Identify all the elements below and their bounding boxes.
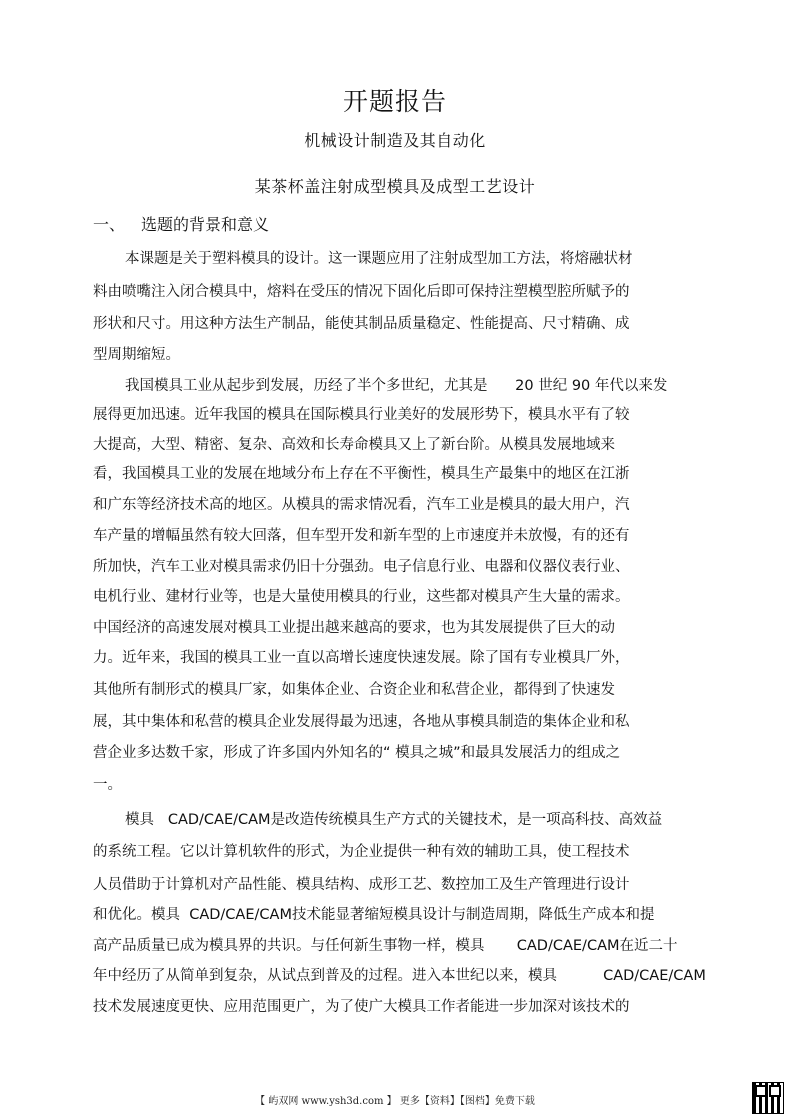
body-text-line: 展，其中集体和私营的模具企业发展得最为迅速，各地从事模具制造的集体企业和私 [93, 714, 630, 730]
body-text-line: 看，我国模具工业的发展在地域分布上存在不平衡性，模具生产最集中的地区在江浙 [93, 466, 630, 482]
topic-title: 某茶杯盖注射成型模具及成型工艺设计 [254, 177, 536, 196]
body-text-line: 模具 CAD/CAE/CAM是改造传统模具生产方式的关键技术，是一项高科技、高效益 [125, 812, 663, 828]
download-footer: 【 屿双网 www.ysh3d.com 】 更多【资料】【图档】免费下载 [255, 1096, 535, 1107]
body-text-line: 和优化。模具 CAD/CAE/CAM技术能显著缩短模具设计与制造周期，降低生产成本和提 [93, 907, 655, 923]
body-text-line: 高产品质量已成为模具界的共识。与任何新生事物一样，模具 CAD/CAE/CAM在近二十 [93, 938, 678, 954]
body-text-line: 的系统工程。它以计算机软件的形式，为企业提供一种有效的辅助工具，使工程技术 [93, 844, 630, 860]
body-text-line: 车产量的增幅虽然有较大回落，但车型开发和新车型的上市速度并未放慢，有的还有 [93, 528, 630, 544]
body-text-line: 中国经济的高速发展对模具工业提出越来越高的要求，也为其发展提供了巨大的动 [93, 620, 615, 636]
body-text-line: 本课题是关于塑料模具的设计。这一课题应用了注射成型加工方法，将熔融状材 [125, 251, 633, 267]
section-title: 选题的背景和意义 [141, 215, 270, 234]
body-text-line: 技术发展速度更快、应用范围更广，为了使广大模具工作者能进一步加深对该技术的 [93, 999, 630, 1015]
body-text-line: 所加快，汽车工业对模具需求仍旧十分强劲。电子信息行业、电器和仪器仪表行业、 [93, 559, 630, 575]
body-text-line: 人员借助于计算机对产品性能、模具结构、成形工艺、数控加工及生产管理进行设计 [93, 877, 630, 893]
major-name: 机械设计制造及其自动化 [304, 131, 486, 150]
body-text-line: 营企业多达数千家，形成了许多国内外知名的“ 模具之城”和最具发展活力的组成之 [93, 745, 621, 761]
body-text-line: 我国模具工业从起步到发展，历经了半个多世纪，尤其是 20 世纪 90 年代以来发 [125, 378, 668, 394]
body-text-line: 大提高，大型、精密、复杂、高效和长寿命模具又上了新台阶。从模具发展地域来 [93, 437, 615, 453]
document-title: 开题报告 [342, 87, 447, 116]
body-text-line: 年中经历了从简单到复杂，从试点到普及的过程。进入本世纪以来，模具 CAD/CAE/CAM [93, 968, 706, 984]
body-text-line: 形状和尺寸。用这种方法生产制品，能使其制品质量稳定、性能提高、尺寸精确、成 [93, 316, 630, 332]
body-text-line: 其他所有制形式的模具厂家，如集体企业、合资企业和私营企业，都得到了快速发 [93, 682, 615, 698]
section-number: 一、 [93, 215, 126, 234]
body-text-line: 和广东等经济技术高的地区。从模具的需求情况看，汽车工业是模具的最大用户，汽 [93, 497, 630, 513]
body-text-line: 电机行业、建材行业等，也是大量使用模具的行业，这些都对模具产生大量的需求。 [93, 589, 630, 605]
body-text-line: 一。 [93, 777, 122, 793]
body-text-line: 型周期缩短。 [93, 347, 180, 363]
body-text-line: 料由喷嘴注入闭合模具中，熔料在受压的情况下固化后即可保持注塑模型腔所赋予的 [93, 284, 630, 300]
body-text-line: 力。近年来，我国的模具工业一直以高增长速度快速发展。除了国有专业模具厂外， [93, 650, 630, 666]
qr-code-icon [752, 1082, 784, 1114]
body-text-line: 展得更加迅速。近年我国的模具在国际模具行业美好的发展形势下，模具水平有了较 [93, 407, 630, 423]
section-heading [93, 212, 269, 235]
